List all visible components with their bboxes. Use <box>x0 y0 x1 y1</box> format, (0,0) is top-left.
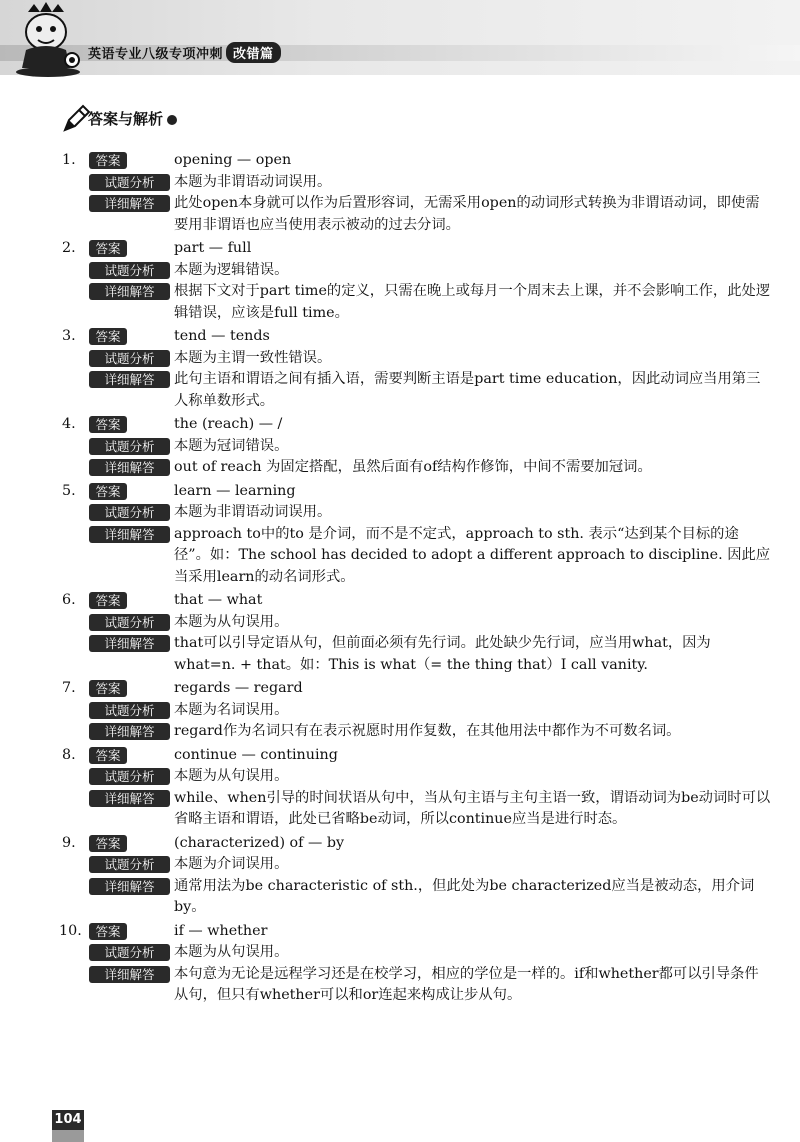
analysis-badge: 试题分析 <box>89 504 170 521</box>
answer-item <box>0 238 800 324</box>
series-tag: 改错篇 <box>226 42 281 63</box>
item-number: 4. <box>62 416 76 432</box>
analysis-row <box>0 502 800 524</box>
detail-text: approach to中的to 是介词，而不是不定式，approach to sth. 表示“达到某个目标的途径”。如：The school has decided to adopt a different approach to discipline. 因此应当采用learn的动名词形式。 <box>174 525 771 585</box>
answer-text: tend — tends <box>174 328 270 344</box>
detail-row <box>0 193 800 236</box>
answer-row <box>0 921 800 943</box>
detail-badge: 详细解答 <box>89 371 170 388</box>
detail-row <box>0 281 800 324</box>
detail-row <box>0 964 800 1007</box>
answer-badge: 答案 <box>89 923 127 940</box>
answer-row <box>0 326 800 348</box>
answer-text: part — full <box>174 240 252 256</box>
analysis-text: 本题为从句误用。 <box>174 944 289 960</box>
answer-item <box>0 414 800 479</box>
answer-item <box>0 481 800 589</box>
series-title <box>88 42 281 63</box>
analysis-badge: 试题分析 <box>89 856 170 873</box>
answer-row <box>0 678 800 700</box>
section-title-text: 答案与解析 <box>88 110 164 128</box>
answer-text: opening — open <box>174 152 292 168</box>
answer-badge: 答案 <box>89 416 127 433</box>
answer-text: the (reach) — / <box>174 416 283 432</box>
item-number: 7. <box>62 680 76 696</box>
analysis-text: 本题为从句误用。 <box>174 768 289 784</box>
answer-list <box>0 150 800 1009</box>
detail-badge: 详细解答 <box>89 195 170 212</box>
item-number: 2. <box>62 240 76 256</box>
item-number: 3. <box>62 328 76 344</box>
answer-badge: 答案 <box>89 152 127 169</box>
analysis-row <box>0 766 800 788</box>
analysis-row <box>0 436 800 458</box>
item-number: 10. <box>59 922 82 939</box>
mascot-illustration <box>8 2 88 78</box>
answer-row <box>0 590 800 612</box>
answer-badge: 答案 <box>89 240 127 257</box>
detail-row <box>0 524 800 589</box>
detail-row <box>0 633 800 676</box>
answer-row <box>0 833 800 855</box>
analysis-badge: 试题分析 <box>89 262 170 279</box>
analysis-text: 本题为介词误用。 <box>174 856 289 872</box>
answer-item <box>0 326 800 412</box>
analysis-badge: 试题分析 <box>89 438 170 455</box>
answer-badge: 答案 <box>89 835 127 852</box>
answer-row <box>0 150 800 172</box>
detail-text: 通常用法为be characteristic of sth.，但此处为be characterized应当是被动态，用介词by。 <box>174 877 755 915</box>
answer-badge: 答案 <box>89 680 127 697</box>
analysis-text: 本题为从句误用。 <box>174 613 289 630</box>
analysis-badge: 试题分析 <box>89 614 170 631</box>
detail-badge: 详细解答 <box>89 723 170 740</box>
detail-badge: 详细解答 <box>89 635 170 652</box>
analysis-text: 本题为非谓语动词误用。 <box>174 504 332 520</box>
analysis-text: 本题为非谓语动词误用。 <box>174 173 332 190</box>
detail-text: 此处open本身就可以作为后置形容词，无需采用open的动词形式转换为非谓语动词，即使需要用非谓语也应当使用表示被动的过去分词。 <box>174 195 760 233</box>
analysis-badge: 试题分析 <box>89 944 170 961</box>
answer-text: learn — learning <box>174 482 296 499</box>
detail-badge: 详细解答 <box>89 526 170 543</box>
detail-text: that可以引导定语从句，但前面必须有先行词。此处缺少先行词，应当用what，因为what=n. + that。如：This is what（= the thing that）I call vanity. <box>174 635 711 673</box>
item-number: 5. <box>62 482 76 499</box>
detail-badge: 详细解答 <box>89 283 170 300</box>
analysis-badge: 试题分析 <box>89 350 170 367</box>
page-header <box>0 0 800 75</box>
analysis-row <box>0 612 800 634</box>
pencil-icon <box>61 104 91 134</box>
answer-row <box>0 414 800 436</box>
page-number-strip <box>52 1130 84 1142</box>
item-number: 9. <box>62 834 76 851</box>
detail-row <box>0 721 800 743</box>
detail-badge: 详细解答 <box>89 459 170 476</box>
item-number: 6. <box>62 592 76 608</box>
answer-item <box>0 590 800 676</box>
detail-text: 此句主语和谓语之间有插入语，需要判断主语是part time education，因此动词应当用第三人称单数形式。 <box>174 371 761 409</box>
answer-row <box>0 745 800 767</box>
answer-badge: 答案 <box>89 328 127 345</box>
answer-text: that — what <box>174 592 263 608</box>
answer-text: if — whether <box>174 922 268 939</box>
answer-row <box>0 481 800 503</box>
analysis-badge: 试题分析 <box>89 174 170 191</box>
analysis-row <box>0 260 800 282</box>
analysis-row <box>0 854 800 876</box>
detail-text: while、when引导的时间状语从句中，当从句主语与主句主语一致，谓语动词为be动词时可以省略主语和谓语，此处已省略be动词，所以continue应当是进行时态。 <box>174 789 771 827</box>
title-dot <box>167 115 177 125</box>
detail-text: out of reach 为固定搭配，虽然后面有of结构作修饰，中间不需要加冠词。 <box>174 459 652 475</box>
detail-badge: 详细解答 <box>89 790 170 807</box>
detail-text: 根据下文对于part time的定义，只需在晚上或每月一个周末去上课，并不会影响工作，此处逻辑错误，应该是full time。 <box>174 283 771 321</box>
answer-badge: 答案 <box>89 747 127 764</box>
analysis-badge: 试题分析 <box>89 702 170 719</box>
item-number: 1. <box>62 152 76 168</box>
section-title <box>88 108 177 129</box>
analysis-row <box>0 172 800 194</box>
answer-text: (characterized) of — by <box>174 834 345 851</box>
analysis-row <box>0 942 800 964</box>
detail-text: regard作为名词只有在表示祝愿时用作复数，在其他用法中都作为不可数名词。 <box>174 723 681 739</box>
analysis-row <box>0 348 800 370</box>
analysis-row <box>0 700 800 722</box>
answer-badge: 答案 <box>89 592 127 609</box>
detail-row <box>0 876 800 919</box>
answer-item <box>0 833 800 919</box>
analysis-text: 本题为逻辑错误。 <box>174 261 289 278</box>
answer-item <box>0 150 800 236</box>
analysis-badge: 试题分析 <box>89 768 170 785</box>
answer-item <box>0 921 800 1007</box>
detail-badge: 详细解答 <box>89 966 170 983</box>
analysis-text: 本题为名词误用。 <box>174 701 289 718</box>
analysis-text: 本题为主谓一致性错误。 <box>174 349 332 366</box>
detail-row <box>0 369 800 412</box>
answer-item <box>0 678 800 743</box>
answer-text: continue — continuing <box>174 746 338 763</box>
detail-text: 本句意为无论是远程学习还是在校学习，相应的学位是一样的。if和whether都可以引导条件从句，但只有whether可以和or连起来构成让步从句。 <box>174 965 759 1003</box>
answer-item <box>0 745 800 831</box>
answer-row <box>0 238 800 260</box>
answer-badge: 答案 <box>89 483 127 500</box>
page-number: 104 <box>52 1110 84 1130</box>
item-number: 8. <box>62 746 76 763</box>
analysis-text: 本题为冠词错误。 <box>174 437 289 454</box>
detail-row <box>0 788 800 831</box>
detail-badge: 详细解答 <box>89 878 170 895</box>
answer-text: regards — regard <box>174 680 303 696</box>
detail-row <box>0 457 800 479</box>
series-title-text: 英语专业八级专项冲刺 <box>88 47 224 62</box>
